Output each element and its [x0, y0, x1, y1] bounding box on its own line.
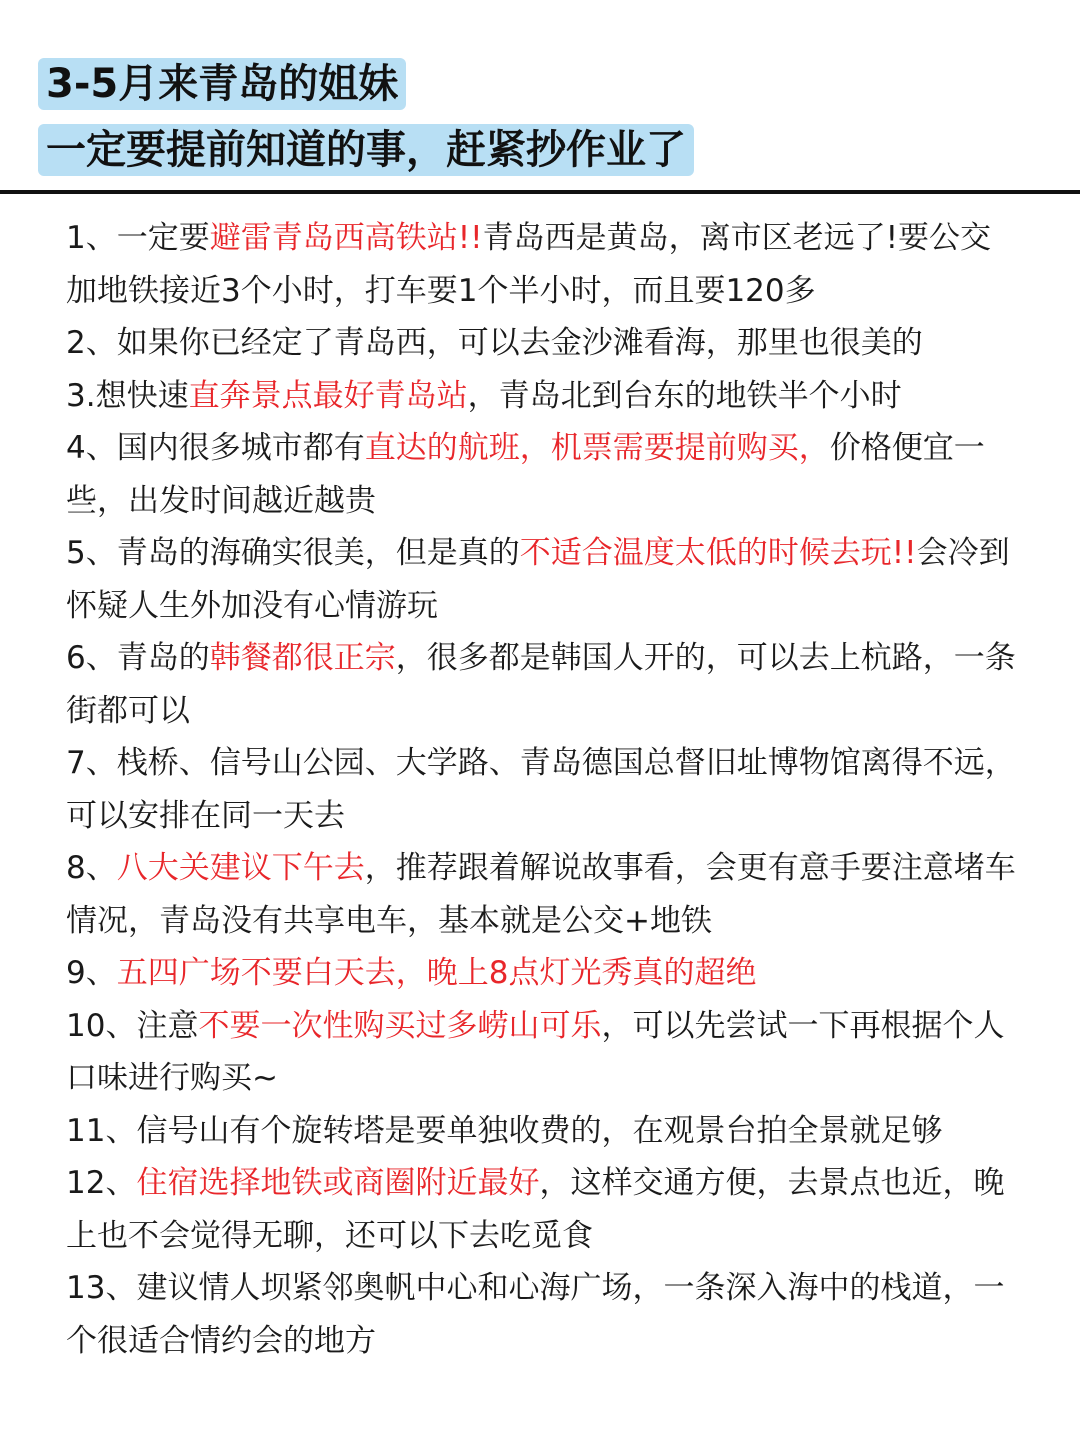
- tip-highlight: 直达的航班，机票需要提前购买，: [364, 430, 830, 466]
- tip-highlight: 八大关建议下午去: [116, 850, 365, 886]
- tip-highlight: 韩餐都很正宗: [209, 640, 396, 676]
- tip-text: 3.想快速: [66, 377, 189, 414]
- title-line-2: 一定要提前知道的事，赶紧抄作业了: [38, 124, 694, 176]
- tip-text: ，青岛北到台东的地铁半个小时: [467, 377, 902, 414]
- tip-item: [66, 842, 1016, 947]
- tip-text: 1、一定要: [66, 220, 210, 256]
- tip-text: 7、栈桥、信号山公园、大学路、青岛德国总督旧址博物馆离得不远，可以安排在同一天去: [66, 745, 1016, 834]
- tip-item: [66, 212, 1016, 317]
- tip-highlight: 不适合温度太低的时候去玩!!: [519, 535, 917, 571]
- tip-text: ，这样交通方便，去景点也近，晚上也不会觉得无聊，还可以下去吃觅食: [66, 1165, 1005, 1254]
- tip-item: [66, 1105, 1016, 1158]
- tip-text: ，很多都是韩国人开的，可以去上杭路，一条街都可以: [66, 640, 1016, 729]
- tip-text: 会冷到怀疑人生外加没有心情游玩: [66, 535, 1010, 624]
- tip-item: [66, 737, 1016, 842]
- title-block: [38, 58, 694, 176]
- tip-text: 6、青岛的: [66, 640, 210, 676]
- tip-text: ，可以先尝试一下再根据个人口味进行购买~: [66, 1007, 1005, 1096]
- tip-text: ，推荐跟着解说故事看，会更有意手要注意堵车情况，青岛没有共享电车，基本就是公交+地铁: [66, 850, 1016, 939]
- tip-text: 价格便宜一些，出发时间越近越贵: [66, 430, 985, 519]
- tip-text: 4、国内很多城市都有: [66, 430, 365, 466]
- tip-text: 8、: [66, 850, 117, 886]
- tip-item: [66, 370, 1016, 423]
- tip-item: [66, 422, 1016, 527]
- tip-text: 青岛西是黄岛，离市区老远了!要公交加地铁接近3个小时，打车要1个半小时，而且要120多: [66, 220, 992, 309]
- tip-item: [66, 1262, 1016, 1367]
- tip-text: 13、建议情人坝紧邻奥帆中心和心海广场，一条深入海中的栈道，一个很适合情约会的地方: [66, 1270, 1005, 1359]
- tip-highlight: 直奔景点最好青岛站: [188, 377, 468, 414]
- tip-text: 5、青岛的海确实很美，但是真的: [66, 535, 520, 571]
- tip-text: 12、: [66, 1165, 137, 1201]
- tips-list: [66, 212, 1016, 1367]
- tip-item: [66, 527, 1016, 632]
- tip-text: 11、信号山有个旋转塔是要单独收费的，在观景台拍全景就足够: [66, 1112, 943, 1149]
- tip-text: 2、如果你已经定了青岛西，可以去金沙滩看海，那里也很美的: [66, 325, 923, 361]
- tip-text: 10、注意: [66, 1007, 199, 1044]
- tip-highlight: 五四广场不要白天去，晚上8点灯光秀真的超绝: [116, 955, 757, 991]
- divider: [0, 190, 1080, 194]
- tip-item: [66, 1000, 1016, 1105]
- tip-item: [66, 632, 1016, 737]
- tip-highlight: 避雷青岛西高铁站!!: [209, 220, 483, 256]
- tip-item: [66, 947, 1016, 1000]
- tip-item: [66, 1157, 1016, 1262]
- tip-text: 9、: [66, 955, 117, 991]
- tip-item: [66, 317, 1016, 370]
- title-line-1: 3-5月来青岛的姐妹: [38, 58, 406, 110]
- tip-highlight: 住宿选择地铁或商圈附近最好: [136, 1165, 540, 1201]
- tip-highlight: 不要一次性购买过多崂山可乐: [198, 1007, 602, 1044]
